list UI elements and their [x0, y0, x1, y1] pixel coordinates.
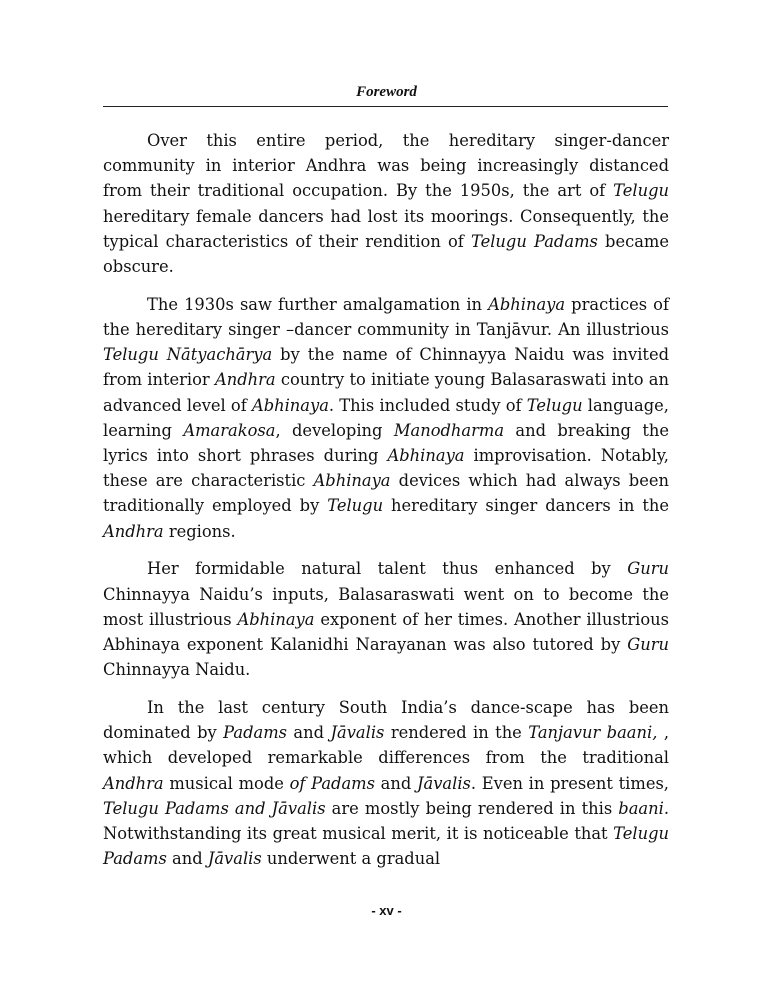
italic-text: Andhra	[103, 773, 164, 793]
text-run: underwent a gradual	[261, 849, 441, 869]
header-rule	[103, 106, 668, 107]
text-run: and	[166, 849, 208, 869]
text-run: . Notwithstanding its great musical merit, it is noticeable that	[103, 798, 670, 844]
italic-text: Telugu	[327, 496, 384, 516]
text-run: and	[287, 723, 331, 743]
italic-text: baani	[618, 798, 664, 818]
italic-text: Padams	[311, 773, 375, 793]
italic-text: Telugu Padams	[103, 824, 669, 869]
italic-text: Andhra	[214, 370, 276, 390]
text-run: , developing	[275, 420, 394, 440]
italic-text: Abhinaya	[251, 395, 329, 415]
text-run: improvisation. Notably, these are characteristic	[103, 446, 669, 491]
italic-text: Abhinaya	[313, 471, 391, 491]
text-run: . This included study of	[328, 395, 527, 415]
paragraph	[103, 128, 669, 279]
text-run: The 1930s saw further amalgamation in	[147, 294, 489, 314]
italic-text: Telugu Padams and Jāvalis	[103, 798, 326, 818]
text-run: Chinnayya Naidu’s inputs, Balasaraswati went on to become the most illustrious	[103, 584, 669, 629]
text-run: are mostly being rendered in this	[325, 798, 619, 818]
running-head: Foreword	[356, 84, 417, 100]
text-run: by the name of Chinnayya Naidu was invited from interior	[103, 345, 669, 390]
page-number: - xv -	[371, 903, 402, 918]
text-run: In the last century South India’s dance-scape has been dominated by	[103, 698, 669, 743]
text-run: became obscure.	[103, 231, 669, 277]
body-text	[103, 128, 669, 884]
text-run: language, learning	[103, 395, 669, 440]
text-run: regions.	[163, 521, 236, 541]
italic-text: Abhinaya	[237, 609, 315, 629]
italic-text: Telugu	[526, 395, 583, 415]
text-run: practices of the hereditary singer –dancer community in Tanjāvur. An illustrious	[103, 294, 669, 340]
italic-text: Jāvalis	[207, 849, 262, 869]
text-run: hereditary singer dancers in the	[383, 496, 669, 516]
text-run: Chinnayya Naidu.	[103, 660, 251, 680]
paragraph	[103, 292, 669, 544]
italic-text: Manodharma	[393, 420, 505, 440]
text-run: devices which had always been traditionally employed by	[103, 471, 669, 516]
italic-text: Abhinaya	[488, 294, 566, 314]
paragraph	[103, 556, 669, 682]
italic-text: Guru	[627, 635, 669, 655]
text-run: . Even in present times,	[470, 773, 669, 793]
italic-text: Jāvalis	[330, 723, 385, 743]
italic-text: Telugu Nātyachārya	[103, 345, 273, 365]
italic-text: Padams	[223, 723, 287, 743]
italic-text: Jāvalis	[416, 773, 471, 793]
italic-text: Telugu Padams	[471, 231, 598, 251]
italic-text: Telugu	[613, 181, 669, 201]
italic-text: Abhinaya	[387, 446, 465, 466]
text-run: musical mode	[163, 773, 290, 793]
text-run: country to initiate young Balasaraswati into an advanced level of	[103, 370, 669, 415]
text-run: Over this entire period, the hereditary singer-dancer community in interior Andhra was being increasingly distanced from their traditional occupation. By the 1950s, the art of	[103, 131, 669, 201]
text-run: exponent of her times. Another illustrious Abhinaya exponent Kalanidhi Narayanan was also tutored by	[103, 609, 669, 655]
text-run: hereditary female dancers had lost its moorings. Consequently, the typical characteristics of their rendition of	[103, 206, 669, 251]
italic-text: Guru	[627, 559, 669, 579]
text-run: and breaking the lyrics into short phrases during	[103, 420, 669, 466]
text-run: Her formidable natural talent thus enhanced by	[147, 559, 628, 579]
italic-text: Andhra	[103, 521, 164, 541]
italic-text: Amarakosa	[183, 420, 276, 440]
paragraph	[103, 695, 669, 871]
text-run: , which developed remarkable differences from the traditional	[103, 723, 669, 768]
text-run: and	[374, 773, 417, 793]
italic-text: Tanjavur baani,	[528, 723, 658, 743]
text-run: rendered in the	[384, 723, 529, 743]
italic-text: of	[289, 773, 306, 793]
